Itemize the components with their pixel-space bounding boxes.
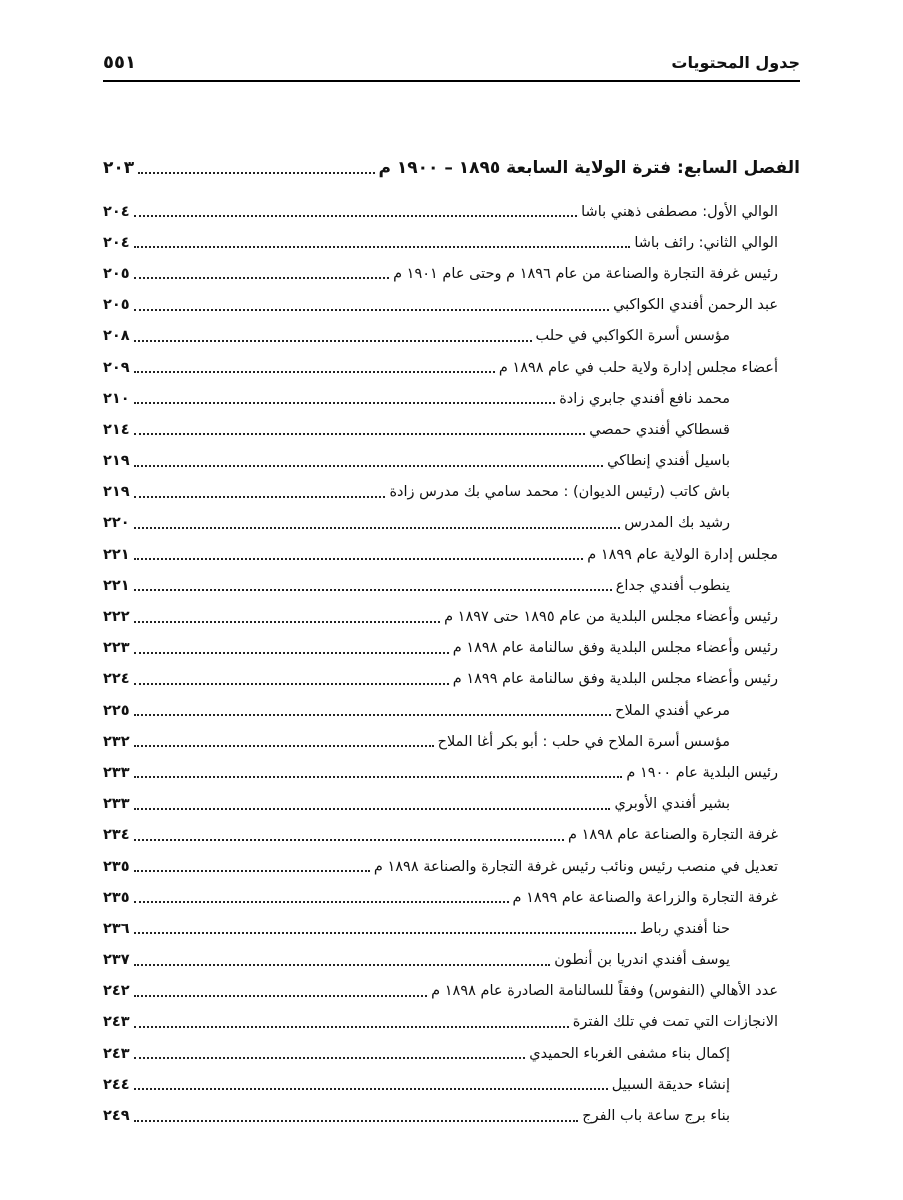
leader-dots: [134, 651, 449, 654]
toc-entry-title: رئيس غرفة التجارة والصناعة من عام ١٨٩٦ م وحتى عام ١٩٠١ م: [393, 265, 778, 282]
leader-dots: [134, 869, 370, 872]
toc-entry-page: ٢٢١: [103, 577, 130, 594]
toc-entry-page: ٢٠٥: [103, 297, 130, 314]
leader-dots: [134, 775, 623, 778]
leader-dots: [134, 214, 578, 217]
toc-entry-title: رئيس البلدية عام ١٩٠٠ م: [626, 764, 778, 781]
toc-entry[interactable]: [103, 945, 800, 976]
toc-entry-page: ٢٠٤: [103, 203, 130, 220]
toc-entry-page: ٢٣٤: [103, 827, 130, 844]
leader-dots: [134, 1087, 608, 1090]
toc-entry[interactable]: [103, 1007, 800, 1038]
toc-entry[interactable]: [103, 789, 800, 820]
toc-entry-title: مرعي أفندي الملاح: [615, 702, 730, 719]
toc-entry-title: الانجازات التي تمت في تلك الفترة: [572, 1014, 778, 1031]
leader-dots: [134, 682, 449, 685]
toc-entry-page: ٢٣٥: [103, 889, 130, 906]
toc-entry-page: ٢١٩: [103, 484, 130, 501]
leader-dots: [134, 807, 611, 810]
leader-dots: [134, 963, 551, 966]
toc-entry-title: مجلس إدارة الولاية عام ١٨٩٩ م: [587, 546, 778, 563]
leader-dots: [134, 432, 586, 435]
toc-entry-page: ٢٢١: [103, 546, 130, 563]
toc-entry[interactable]: [103, 477, 800, 508]
toc-entry[interactable]: [103, 1069, 800, 1100]
toc-entry[interactable]: [103, 508, 800, 539]
toc-entry[interactable]: [103, 726, 800, 757]
toc-entry-title: باش كاتب (رئيس الديوان) : محمد سامي بك مدرس زادة: [389, 484, 730, 501]
leader-dots: [134, 339, 532, 342]
toc-entry-page: ٢٤٢: [103, 983, 130, 1000]
toc-entry-page: ٢٢٠: [103, 515, 130, 532]
toc-entry-title: يوسف أفندي اندريا بن أنطون: [554, 952, 730, 969]
toc-entry-title: الوالي الثاني: رائف باشا: [634, 234, 778, 251]
toc-entry-page: ٢٤٤: [103, 1076, 130, 1093]
leader-dots: [134, 308, 610, 311]
toc-entry[interactable]: [103, 570, 800, 601]
leader-dots: [134, 370, 495, 373]
leader-dots: [134, 495, 386, 498]
leader-dots: [134, 620, 441, 623]
toc-entry-title: إكمال بناء مشفى الغرباء الحميدي: [529, 1045, 730, 1062]
toc-entry-title: بشير أفندي الأوبري: [614, 796, 730, 813]
toc-entry-page: ٢٣٦: [103, 920, 130, 937]
toc-entry-page: ٢١٠: [103, 390, 130, 407]
leader-dots: [134, 401, 556, 404]
toc-entry-page: ٢٤٣: [103, 1045, 130, 1062]
toc-entry[interactable]: [103, 913, 800, 944]
leader-dots: [134, 245, 631, 248]
chapter-heading[interactable]: [103, 151, 800, 185]
leader-dots: [134, 557, 584, 560]
toc-entry-title: أعضاء مجلس إدارة ولاية حلب في عام ١٨٩٨ م: [498, 359, 778, 376]
toc-entry-title: محمد نافع أفندي جابري زادة: [559, 390, 730, 407]
leader-dots: [134, 1056, 526, 1059]
leader-dots: [134, 994, 428, 997]
toc-entry-page: ٢٤٣: [103, 1014, 130, 1031]
leader-dots: [134, 588, 612, 591]
toc-entry[interactable]: [103, 757, 800, 788]
toc-entry-title: عدد الأهالي (النفوس) وفقاً للسالنامة الصادرة عام ١٨٩٨ م: [431, 983, 778, 1000]
toc-entry-page: ٢٠٥: [103, 265, 130, 282]
leader-dots: [138, 171, 374, 174]
leader-dots: [134, 744, 434, 747]
toc-entry[interactable]: [103, 383, 800, 414]
toc-entry-title: رئيس وأعضاء مجلس البلدية وفق سالنامة عام ١٨٩٨ م: [452, 640, 778, 657]
page-number: ٥٥١: [103, 51, 136, 73]
toc-entry-title: غرفة التجارة والزراعة والصناعة عام ١٨٩٩ م: [512, 889, 778, 906]
toc-entry[interactable]: [103, 633, 800, 664]
toc-entry-title: بناء برج ساعة باب الفرج: [582, 1108, 730, 1125]
leader-dots: [134, 276, 390, 279]
toc-entry-title: الوالي الأول: مصطفى ذهني باشا: [581, 203, 778, 220]
leader-dots: [134, 464, 604, 467]
toc-entry-page: ٢٣٣: [103, 796, 130, 813]
toc-entry[interactable]: [103, 414, 800, 445]
toc-entry[interactable]: [103, 1038, 800, 1069]
toc-entry[interactable]: [103, 227, 800, 258]
toc-entry[interactable]: [103, 321, 800, 352]
toc-entry-page: ٢٢٥: [103, 702, 130, 719]
toc-entry[interactable]: [103, 695, 800, 726]
leader-dots: [134, 900, 509, 903]
toc-entry-page: ٢٠٩: [103, 359, 130, 376]
toc-entry-page: ٢٠٨: [103, 328, 130, 345]
leader-dots: [134, 713, 612, 716]
toc-entry[interactable]: [103, 976, 800, 1007]
toc-entry[interactable]: [103, 664, 800, 695]
toc-entry[interactable]: [103, 352, 800, 383]
toc-entry-page: ٢١٤: [103, 421, 130, 438]
toc-entry-title: قسطاكي أفندي حمصي: [589, 421, 730, 438]
toc-entry-title: رشيد بك المدرس: [624, 515, 730, 532]
toc-entry-page: ٢٣٣: [103, 764, 130, 781]
toc-entry-page: ٢٤٩: [103, 1108, 130, 1125]
toc-entry-page: ٢٢٣: [103, 640, 130, 657]
toc-entry-title: مؤسس أسرة الملاح في حلب : أبو بكر أغا الملاح: [437, 733, 730, 750]
toc-entry-title: رئيس وأعضاء مجلس البلدية من عام ١٨٩٥ حتى ١٨٩٧ م: [444, 609, 778, 626]
toc-entry-title: رئيس وأعضاء مجلس البلدية وفق سالنامة عام ١٨٩٩ م: [452, 671, 778, 688]
toc-entry-title: عبد الرحمن أفندي الكواكبي: [613, 297, 778, 314]
toc-entry[interactable]: [103, 446, 800, 477]
toc-entry-title: مؤسس أسرة الكواكبي في حلب: [535, 328, 730, 345]
toc-entry-title: تعديل في منصب رئيس ونائب رئيس غرفة التجارة والصناعة ١٨٩٨ م: [373, 858, 778, 875]
toc-list: [103, 196, 800, 1132]
toc-entry[interactable]: [103, 290, 800, 321]
toc-entry-page: ٢٣٥: [103, 858, 130, 875]
toc-entry[interactable]: [103, 601, 800, 632]
leader-dots: [134, 931, 636, 934]
page-title: جدول المحتويات: [671, 52, 800, 72]
toc-entry[interactable]: [103, 1100, 800, 1131]
toc-entry-page: ٢٢٤: [103, 671, 130, 688]
toc-entry-page: ٢١٩: [103, 453, 130, 470]
toc-entry[interactable]: [103, 196, 800, 227]
toc-entry-title: ينطوب أفندي جداع: [615, 577, 730, 594]
leader-dots: [134, 526, 621, 529]
leader-dots: [134, 1025, 569, 1028]
toc-entry-title: باسيل أفندي إنطاكي: [607, 453, 730, 470]
toc-entry[interactable]: [103, 851, 800, 882]
toc-entry[interactable]: [103, 539, 800, 570]
toc-entry-title: حنا أفندي رباط: [639, 920, 730, 937]
toc-entry-page: ٢٣٧: [103, 952, 130, 969]
page-header: [103, 44, 800, 82]
chapter-title: الفصل السابع: فترة الولاية السابعة ١٨٩٥ – ١٩٠٠ م: [378, 158, 800, 178]
toc-entry[interactable]: [103, 820, 800, 851]
toc-entry-title: غرفة التجارة والصناعة عام ١٨٩٨ م: [568, 827, 778, 844]
toc-entry[interactable]: [103, 258, 800, 289]
toc-entry-page: ٢٠٤: [103, 234, 130, 251]
chapter-page: ٢٠٣: [103, 158, 135, 178]
toc-entry-page: ٢٢٢: [103, 609, 130, 626]
toc-entry-page: ٢٣٢: [103, 733, 130, 750]
leader-dots: [134, 838, 564, 841]
toc-entry-title: إنشاء حديقة السبيل: [611, 1076, 730, 1093]
leader-dots: [134, 1119, 579, 1122]
toc-entry[interactable]: [103, 882, 800, 913]
